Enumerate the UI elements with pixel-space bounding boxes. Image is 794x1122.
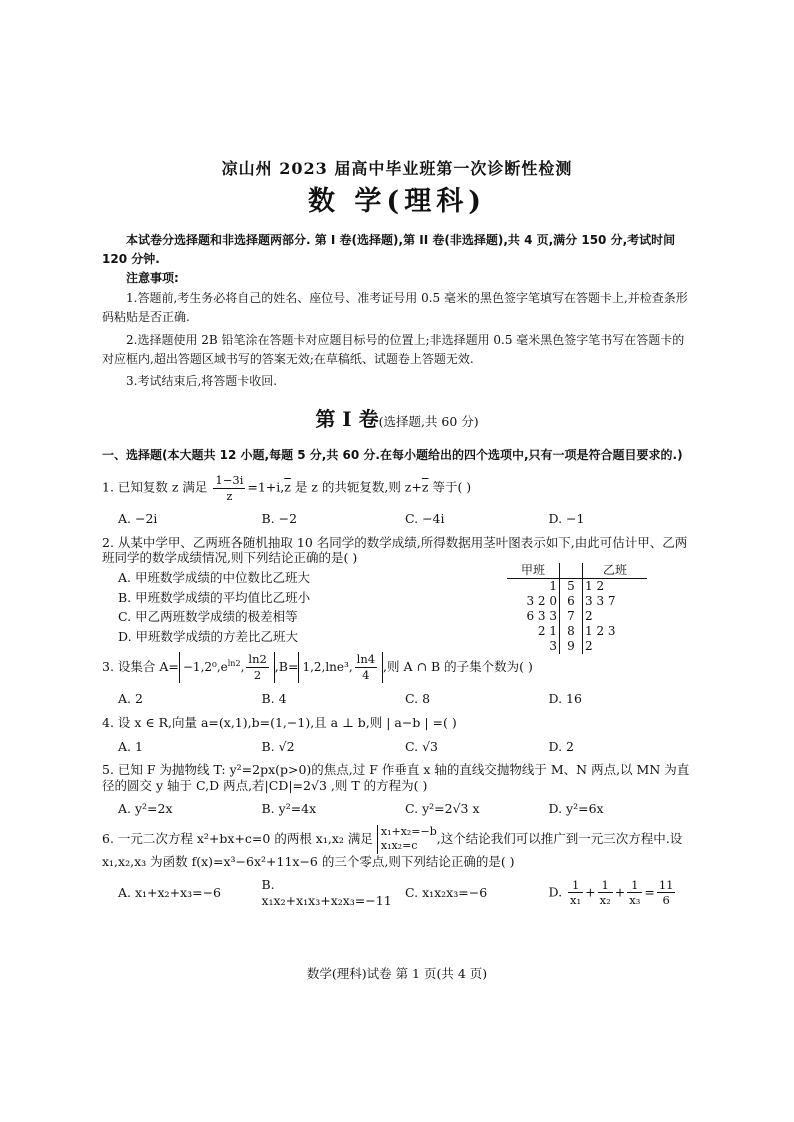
q3-text-pre: 3. 设集合 A=	[102, 659, 179, 675]
q3-text-post: ,则 A ∩ B 的子集个数为( )	[383, 659, 533, 675]
exam-title: 凉山州 2023 届高中毕业班第一次诊断性检测	[221, 159, 573, 178]
q1-fraction	[213, 473, 245, 503]
question-1	[102, 473, 692, 503]
frac-num: 1	[568, 878, 583, 893]
q3-set-a-frac-den: 2	[253, 668, 262, 683]
stem-leaf-plot	[507, 563, 647, 654]
stemleaf-row	[507, 594, 647, 609]
notice-heading: 注意事项:	[126, 271, 179, 286]
q3-set-a-frac-num: ln2	[248, 652, 267, 667]
stemleaf-left-leaves: 3 2 0	[526, 593, 557, 608]
q2-option-a[interactable]: A. 甲班数学成绩的中位数比乙班大	[118, 569, 310, 585]
stemleaf-row	[507, 624, 647, 639]
stemleaf-right-leaves: 2	[585, 608, 593, 623]
q6-d-frac-4	[657, 878, 676, 908]
q1-zbar: $\overline{z}$	[284, 479, 291, 495]
q1-options	[102, 511, 692, 527]
q6-option-c[interactable]: C. x₁x₂x₃=−6	[405, 885, 488, 901]
q4-option-a[interactable]: A. 1	[118, 738, 143, 754]
stemleaf-stem: 7	[560, 609, 583, 624]
q3-option-d[interactable]: D. 16	[548, 691, 582, 707]
q1-text-post: 是 z 的共轭复数,则 z+	[294, 479, 422, 495]
q4-option-d[interactable]: D. 2	[548, 738, 574, 754]
stemleaf-row	[507, 578, 647, 594]
stemleaf-right-leaves: 3 3 7	[585, 593, 616, 608]
q4-options	[102, 739, 692, 755]
q6-text-post: ,这个结论我们可以推广到一元三次方程中.设 x₁,x₂,x₃ 为函数 f(x)=x³−6x²+11x−6 的三个零点,则下列结论正确的是( )	[102, 830, 683, 869]
q1-text-pre: 1. 已知复数 z 满足	[102, 479, 208, 495]
question-4: 4. 设 x ∈ R,向量 a=(x,1),b=(1,−1),且 a ⊥ b,则 | a−b | =( )	[102, 714, 457, 730]
section-title-main: 第 I 卷	[315, 407, 379, 432]
q6-option-a[interactable]: A. x₁+x₂+x₃=−6	[118, 885, 222, 901]
q6-options	[102, 877, 692, 908]
q6-d-frac-3	[627, 878, 642, 908]
stemleaf-stem: 5	[560, 578, 583, 594]
stemleaf-right-header: 乙班	[583, 563, 648, 579]
stemleaf-right-leaves: 1 2 3	[585, 623, 616, 638]
frac-den: 6	[662, 893, 670, 908]
q3-set-a-items: −1,2⁰,e	[182, 660, 228, 675]
section-title	[102, 407, 692, 432]
frac-den: x₁	[570, 893, 582, 908]
frac-den: x₃	[629, 893, 641, 908]
intro-paragraph: 本试卷分选择题和非选择题两部分. 第 I 卷(选择题),第 II 卷(非选择题),共 4 页,满分 150 分,考试时间 120 分钟.	[102, 232, 676, 266]
q1-frac-num: 1−3i	[215, 473, 244, 488]
notice-item-2: 2.选择题使用 2B 铅笔涂在答题卡对应题目标号的位置上;非选择题用 0.5 毫米黑色签字笔书写在答题卡的对应框内,超出答题区域书写的答案无效;在草稿纸、试题卷上答题无效.	[102, 332, 685, 366]
question-5: 5. 已知 F 为抛物线 T: y²=2px(p>0)的焦点,过 F 作垂直 x 轴的直线交抛物线于 M、N 两点,以 MN 为直径的圆交 y 轴于 C,D 两点,若|CD|=2√3 ,则 T 的方程为( )	[102, 762, 690, 793]
frac-den: x₂	[599, 893, 611, 908]
stemleaf-stem: 6	[560, 594, 583, 609]
section-title-note: (选择题,共 60 分)	[378, 414, 479, 430]
q2-option-c[interactable]: C. 甲乙两班数学成绩的极差相等	[118, 609, 298, 625]
q2-option-b[interactable]: B. 甲班数学成绩的平均值比乙班小	[118, 589, 311, 605]
q3-set-b-frac	[355, 652, 377, 683]
notice-item-1: 1.答题前,考生务必将自己的姓名、座位号、准考证号用 0.5 毫米的黑色签字笔填写在答题卡上,并检查条形码粘贴是否正确.	[102, 291, 688, 325]
q3-set-b-frac-den: 4	[362, 668, 370, 683]
stemleaf-stem: 9	[560, 639, 583, 654]
stemleaf-row	[507, 639, 647, 654]
q5-option-a[interactable]: A. y²=2x	[118, 801, 173, 817]
page-footer: 数学(理科)试卷 第 1 页(共 4 页)	[306, 966, 488, 981]
q3-set-b	[298, 652, 383, 683]
frac-num: 1	[598, 878, 613, 893]
q6-brace-system	[377, 825, 437, 854]
frac-num: 11	[658, 877, 674, 892]
q5-option-d[interactable]: D. y²=6x	[548, 801, 604, 817]
q6-option-d[interactable]: D. $\frac{1}{\text{x₁}}$ + $\frac{1}{\text{x₂}}$ + $\frac{1}{\text{x₃}}$ = $\frac{11}{6}$	[548, 877, 674, 908]
stemleaf-stem: 8	[560, 624, 583, 639]
notice-item-3: 3.考试结束后,将答题卡收回.	[126, 373, 278, 388]
q5-option-c[interactable]: C. y²=2√3 x	[405, 801, 480, 817]
stemleaf-left-leaves: 3	[549, 638, 557, 653]
q3-option-b[interactable]: B. 4	[261, 691, 287, 707]
stemleaf-row	[507, 609, 647, 624]
stemleaf-left-leaves: 1	[549, 578, 557, 593]
q1-zbar-2: $\overline{z}$	[421, 479, 429, 495]
exam-page	[102, 155, 692, 908]
q3-set-b-frac-num: ln4	[356, 652, 376, 667]
q2-option-d[interactable]: D. 甲班数学成绩的方差比乙班大	[118, 628, 299, 644]
q6-brace-line-2: x₁x₂=c	[380, 839, 418, 853]
q3-options	[102, 691, 692, 707]
q6-d-frac-2	[598, 878, 613, 908]
section-heading: 一、选择题(本大题共 12 小题,每题 5 分,共 60 分.在每小题给出的四个选项中,只有一项是符合题目要求的.)	[102, 448, 683, 463]
q1-frac-den: z	[226, 488, 233, 503]
q4-option-c[interactable]: C. √3	[405, 738, 438, 754]
q5-options	[102, 801, 692, 817]
question-3: 3. 设集合 $A= -1,2^0,e^{ln2}$, $\frac{\ln 2}{2}$ ,B= 1,2,lne³, $\frac{\ln 4}{4}$ ,则 A ∩ B 的子集个数为( )	[102, 652, 533, 683]
q6-brace-line-1: x₁+x₂=−b	[380, 825, 437, 838]
q3-set-a-sup: ln2	[227, 659, 241, 669]
q3-option-c[interactable]: C. 8	[405, 691, 431, 707]
question-2	[102, 534, 692, 653]
stemleaf-left-leaves: 2 1	[537, 623, 557, 638]
q6-option-d-label: D.	[548, 884, 563, 900]
q6-option-b[interactable]: B. x₁x₂+x₁x₃+x₂x₃=−11	[261, 877, 392, 908]
q1-option-d[interactable]: D. −1	[548, 511, 585, 526]
q3-set-a-frac	[246, 652, 268, 683]
stemleaf-right-leaves: 1 2	[585, 578, 605, 593]
q1-option-c[interactable]: C. −4i	[405, 511, 445, 526]
q2-text: 2. 从某中学甲、乙两班各随机抽取 10 名同学的数学成绩,所得数据用茎叶图表示如下,由此可估计甲、乙两班同学的数学成绩情况,则下列结论正确的是( )	[102, 534, 688, 566]
q3-set-a: $-1,2^0,e^{ln2}$, $\frac{\ln 2}{2}$	[179, 652, 275, 683]
q1-text-mid: =1+i,	[247, 479, 285, 495]
q1-option-a[interactable]: A. −2i	[118, 511, 158, 526]
q6-d-frac-1	[568, 878, 583, 908]
q1-option-b[interactable]: B. −2	[261, 511, 298, 526]
question-6	[102, 825, 692, 869]
q5-option-b[interactable]: B. y²=4x	[261, 801, 317, 817]
subject-title: 数 学(理科)	[308, 186, 486, 217]
q1-text-tail: 等于( )	[432, 479, 472, 495]
q3-set-b-items: 1,2,lne³,	[302, 660, 353, 675]
q3-option-a[interactable]: A. 2	[118, 691, 143, 707]
stemleaf-right-leaves: 2	[585, 638, 593, 653]
q6-text-pre: 6. 一元二次方程 x²+bx+c=0 的两根 x₁,x₂ 满足	[102, 830, 373, 846]
frac-num: 1	[627, 878, 642, 893]
stemleaf-left-leaves: 6 3 3	[526, 608, 557, 623]
q4-option-b[interactable]: B. √2	[261, 738, 295, 754]
stemleaf-left-header: 甲班	[507, 563, 560, 579]
